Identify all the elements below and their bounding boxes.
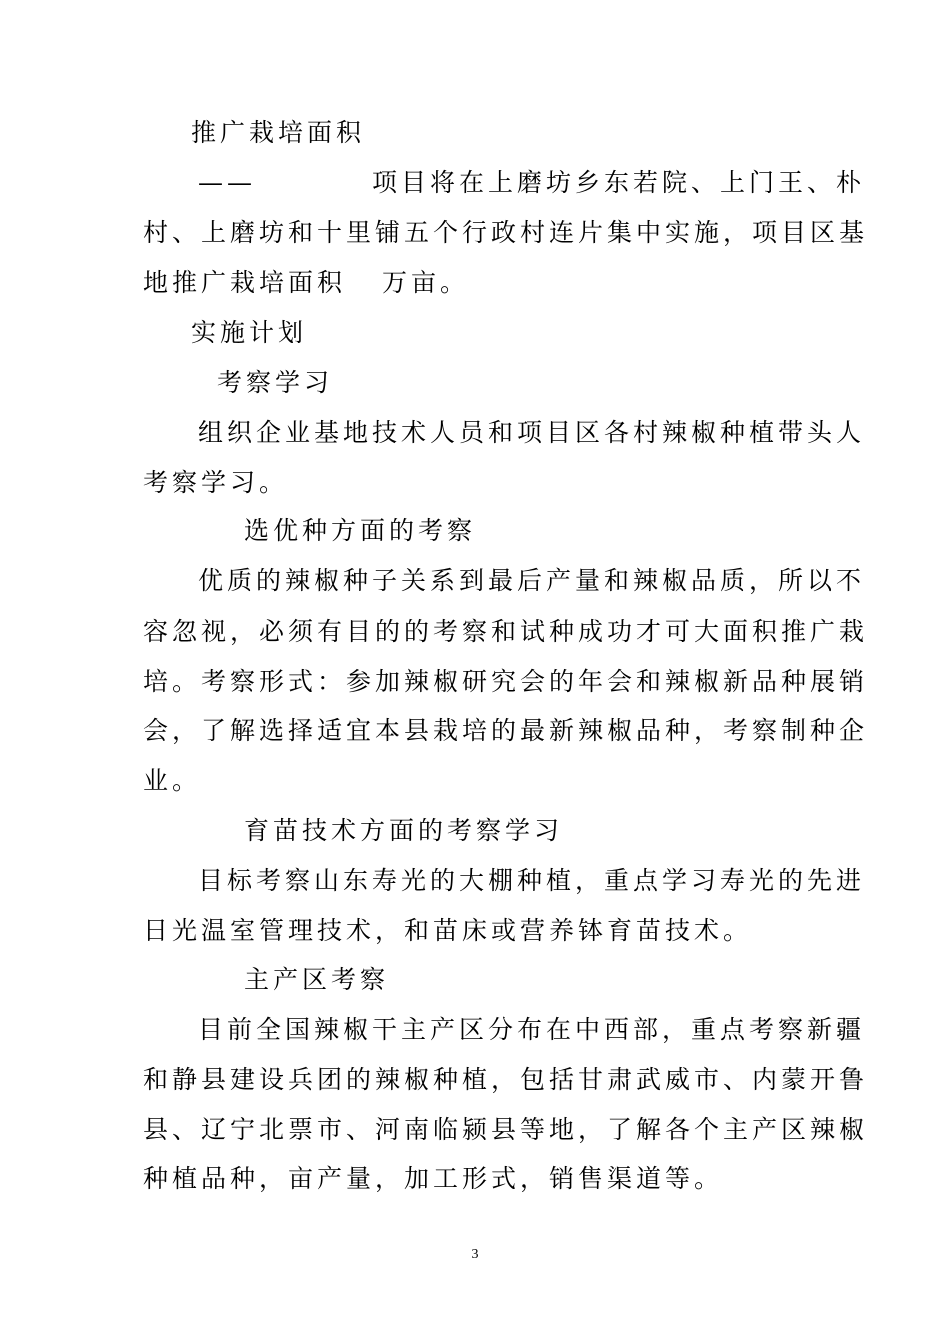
paragraph-line: 优质的辣椒种子关系到最后产量和辣椒品质，所以不: [198, 566, 866, 595]
paragraph-line: 万亩。: [382, 268, 470, 297]
paragraph-line: 地推广栽培面积: [143, 268, 347, 297]
paragraph-line: 和静县建设兵团的辣椒种植，包括甘肃武威市、内蒙开鲁: [143, 1065, 869, 1094]
dash-mark: ——: [198, 168, 256, 197]
subsection-heading-study: 考察学习: [217, 368, 334, 397]
paragraph-line: 日光温室管理技术，和苗床或营养钵育苗技术。: [143, 916, 753, 945]
subsection-heading-seedling-technique: 育苗技术方面的考察学习: [244, 816, 564, 845]
paragraph-line: 项目将在上磨坊乡东若院、上门王、朴: [372, 168, 866, 197]
paragraph-line: 培。考察形式：参加辣椒研究会的年会和辣椒新品种展销: [143, 667, 869, 696]
paragraph-line: 组织企业基地技术人员和项目区各村辣椒种植带头人: [198, 418, 866, 447]
paragraph-line: 目标考察山东寿光的大棚种植，重点学习寿光的先进: [198, 866, 866, 895]
paragraph-line: 种植品种，亩产量，加工形式，销售渠道等。: [143, 1164, 724, 1193]
subsection-heading-main-production-region: 主产区考察: [244, 965, 390, 994]
paragraph-line: 容忽视，必须有目的的考察和试种成功才可大面积推广栽: [143, 617, 869, 646]
paragraph-line: 会，了解选择适宜本县栽培的最新辣椒品种，考察制种企: [143, 716, 869, 745]
section-heading-implementation-plan: 实施计划: [191, 318, 308, 347]
paragraph-line: 县、辽宁北票市、河南临颍县等地，了解各个主产区辣椒: [143, 1115, 869, 1144]
paragraph-line: 目前全国辣椒干主产区分布在中西部，重点考察新疆: [198, 1015, 866, 1044]
paragraph-line: 考察学习。: [143, 468, 289, 497]
page-number: 3: [471, 1247, 479, 1262]
section-heading-cultivation-area: 推广栽培面积: [191, 118, 366, 147]
paragraph-line: 村、上磨坊和十里铺五个行政村连片集中实施，项目区基: [143, 218, 869, 247]
subsection-heading-seed-selection: 选优种方面的考察: [244, 516, 477, 545]
paragraph-line: 业。: [143, 766, 202, 795]
